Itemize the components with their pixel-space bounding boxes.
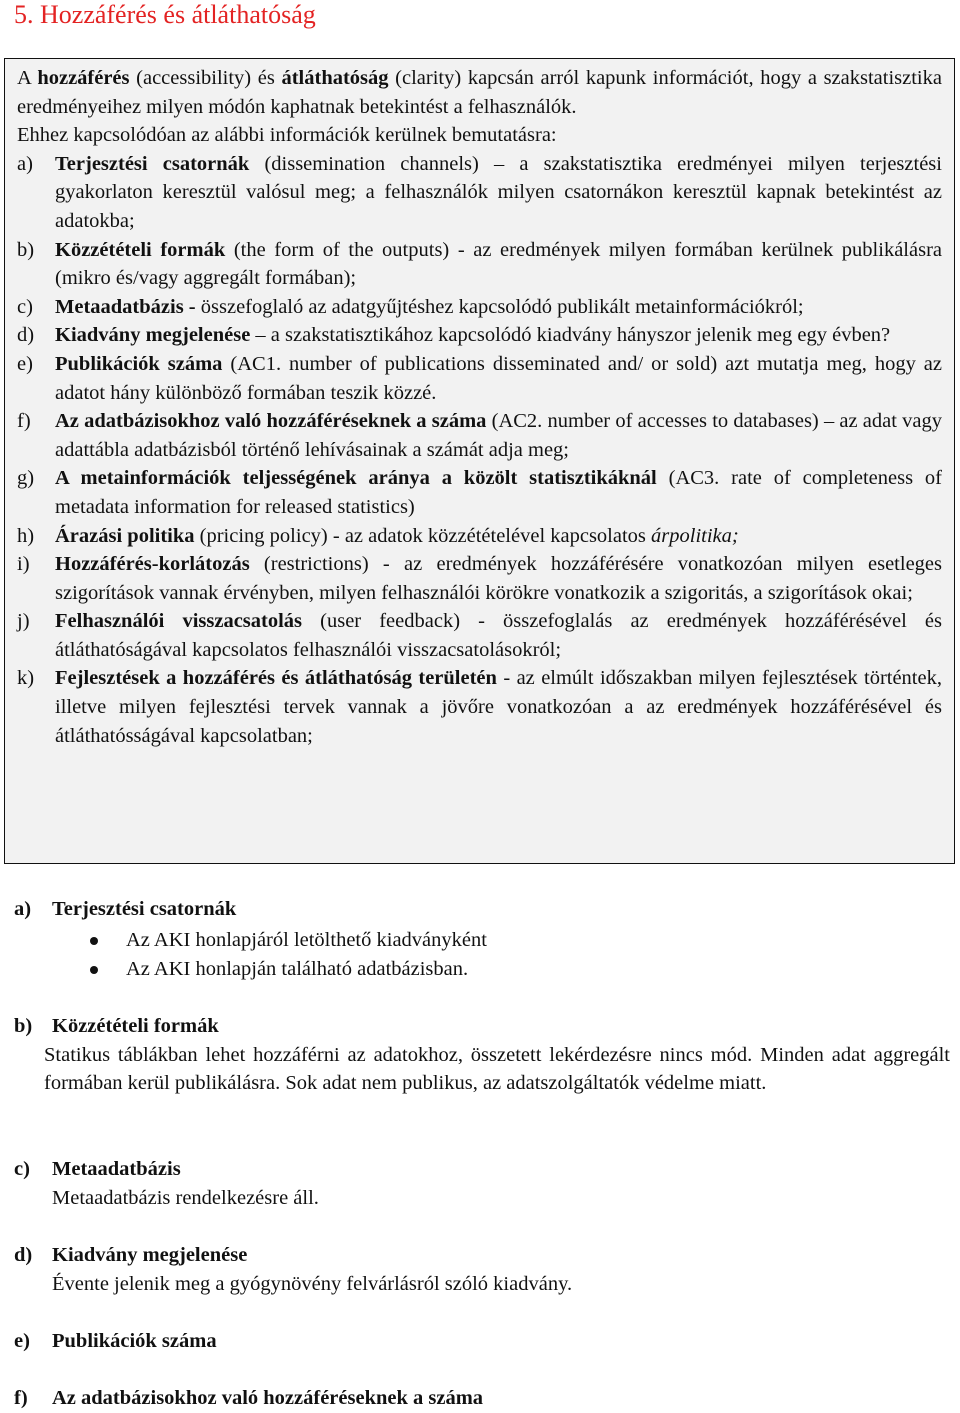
item-bold: A metainformációk teljességének aránya a közölt statisztikáknál — [55, 467, 657, 490]
intro-bold-clarity: átláthatóság — [281, 67, 389, 89]
section-label: d) — [14, 1244, 33, 1266]
item-bold: Közzétételi formák — [55, 238, 226, 261]
item-bold: Publikációk száma — [55, 352, 223, 375]
item-body: (AC1. number of publications disseminated and/ or sold) azt mutatja meg, hogy az adatot hány különböző formában teszik közzé. — [55, 352, 942, 404]
section-c-body: Metaadatbázis rendelkezésre áll. — [52, 1186, 319, 1209]
item-bold: Árazási politika — [55, 524, 195, 547]
list-item — [90, 926, 950, 955]
section-c-title — [14, 1155, 950, 1184]
bullet-icon — [90, 937, 98, 945]
item-label: e) — [17, 352, 33, 375]
item-body: (AC2. number of accesses to databases) – az adat vagy adattábla adatbázisból történő lehívásainak a számát adja meg; — [55, 410, 942, 461]
box-item-j — [17, 607, 942, 664]
section-d-body: Évente jelenik meg a gyógynövény felvárlásról szóló kiadvány. — [52, 1272, 573, 1295]
item-label: k) — [17, 667, 35, 690]
bullet-icon — [90, 966, 98, 974]
item-text — [55, 407, 942, 464]
item-body: összefoglaló az adatgyűjtéshez kapcsolódó publikált metainformációkról; — [195, 295, 804, 318]
item-body: (dissemination channels) – a szakstatisztika eredményei milyen terjesztési gyakorlaton keresztül valósul meg; a felhasználók milyen csatornákon keresztül kapnak betekintést az adatokba; — [55, 152, 942, 232]
item-label: h) — [17, 524, 35, 547]
section-e-title — [14, 1327, 950, 1356]
box-item-c — [17, 293, 942, 322]
section-f — [14, 1384, 950, 1413]
item-body: – a szakstatisztikához kapcsolódó kiadvány hányszor jelenik meg egy évben? — [250, 324, 891, 347]
item-text — [55, 350, 942, 407]
box-item-d — [17, 321, 942, 350]
item-label: j) — [17, 610, 30, 633]
item-bold: Metaadatbázis - — [55, 295, 196, 318]
item-body: - az elmúlt időszakban milyen fejlesztések történtek, illetve milyen fejlesztési tervek vannak a jövőre vonatkozóan a az eredmények hozzáférésével és átláthatósságával kapcsolatban; — [55, 667, 942, 747]
bullet-text: Az AKI honlapján található adatbázisban. — [126, 957, 469, 980]
section-heading: 5. Hozzáférés és átláthatóság — [14, 0, 316, 29]
item-body: (user feedback) - összefoglalás az eredmények hozzáférésével és átláthatóságával kapcsolatos felhasználói visszacsatolásokról; — [55, 610, 942, 661]
definition-box — [4, 58, 955, 864]
intro-text-3: (clarity) kapcsán arról kapunk információt, hogy a szakstatisztika eredményeihez milyen módón kaphatnak betekintést a felhasználók. — [17, 67, 942, 118]
box-item-h — [17, 522, 942, 551]
intro-text-2: (accessibility) és — [129, 67, 282, 89]
list-item — [90, 955, 950, 984]
section-title: Közzétételi formák — [52, 1015, 219, 1037]
section-a-title — [14, 895, 950, 924]
item-italic: árpolitika; — [651, 524, 739, 547]
item-text — [55, 150, 942, 236]
section-label: c) — [14, 1158, 30, 1180]
item-body: (pricing policy) - az adatok közzétételével kapcsolatos — [194, 524, 652, 547]
section-b-body: Statikus táblákban lehet hozzáférni az adatokhoz, összetett lekérdezésre nincs mód. Minden adat aggregált formában kerül publikálásra. Sok adat nem publikus, az adatszolgáltatók védelme miatt. — [44, 1043, 950, 1095]
item-bold: Hozzáférés-korlátozás — [55, 553, 250, 576]
section-label: e) — [14, 1330, 30, 1352]
item-body: (AC3. rate of completeness of metadata information for released statistics) — [55, 467, 942, 518]
box-item-b — [17, 236, 942, 293]
item-label: a) — [17, 152, 33, 175]
item-label: f) — [17, 410, 31, 433]
intro-bold-accessibility: hozzáférés — [37, 67, 130, 89]
item-label: c) — [17, 295, 33, 318]
item-label: d) — [17, 324, 35, 347]
intro-paragraph — [17, 64, 942, 121]
item-text — [55, 293, 942, 322]
item-bold: Fejlesztések a hozzáférés és átláthatóság területén — [55, 667, 497, 690]
box-item-g — [17, 464, 942, 521]
section-b — [14, 1012, 950, 1098]
section-label: a) — [14, 898, 32, 920]
box-item-a — [17, 150, 942, 236]
section-title: Terjesztési csatornák — [52, 898, 237, 920]
item-text — [55, 321, 942, 350]
intro-text-1: A — [17, 67, 38, 89]
section-d — [14, 1241, 950, 1298]
item-body: (restrictions) - az eredmények hozzáférésére vonatkozóan milyen esetleges szigorítások vannak érvényben, milyen felhasználói körökre vonatkozik a szigoritás, a szigorítások okai; — [55, 553, 942, 604]
item-text — [55, 464, 942, 521]
bullet-text: Az AKI honlapjáról letölthető kiadványként — [126, 928, 487, 951]
item-bold: Kiadvány megjelenése — [55, 324, 251, 347]
section-d-title — [14, 1241, 950, 1270]
box-item-k — [17, 664, 942, 750]
section-title: Publikációk száma — [52, 1330, 217, 1352]
section-a — [14, 895, 950, 984]
section-b-title — [14, 1012, 950, 1041]
box-item-e — [17, 350, 942, 407]
item-bold: Az adatbázisokhoz való hozzáféréseknek a száma — [55, 410, 487, 433]
item-text — [55, 236, 942, 293]
item-label: b) — [17, 238, 35, 261]
section-a-bullets — [14, 926, 950, 984]
box-item-f — [17, 407, 942, 464]
item-label: i) — [17, 553, 30, 576]
section-title: Az adatbázisokhoz való hozzáféréseknek a száma — [52, 1387, 484, 1409]
section-label: f) — [14, 1387, 28, 1409]
box-item-i — [17, 550, 942, 607]
section-f-title — [14, 1384, 950, 1413]
section-title: Metaadatbázis — [52, 1158, 181, 1180]
item-bold: Terjesztési csatornák — [55, 152, 250, 175]
section-title: Kiadvány megjelenése — [52, 1244, 248, 1266]
section-c — [14, 1155, 950, 1212]
item-text — [55, 664, 942, 750]
item-body: (the form of the outputs) - az eredmények milyen formában kerülnek publikálásra (mikro és/vagy aggregált formában); — [55, 238, 942, 290]
item-text — [55, 522, 942, 551]
intro-lead: Ehhez kapcsolódóan az alábbi információk kerülnek bemutatásra: — [17, 124, 557, 147]
item-text — [55, 550, 942, 607]
item-label: g) — [17, 467, 35, 490]
section-e — [14, 1327, 950, 1356]
item-bold: Felhasználói visszacsatolás — [55, 610, 303, 633]
section-label: b) — [14, 1015, 33, 1037]
item-text — [55, 607, 942, 664]
